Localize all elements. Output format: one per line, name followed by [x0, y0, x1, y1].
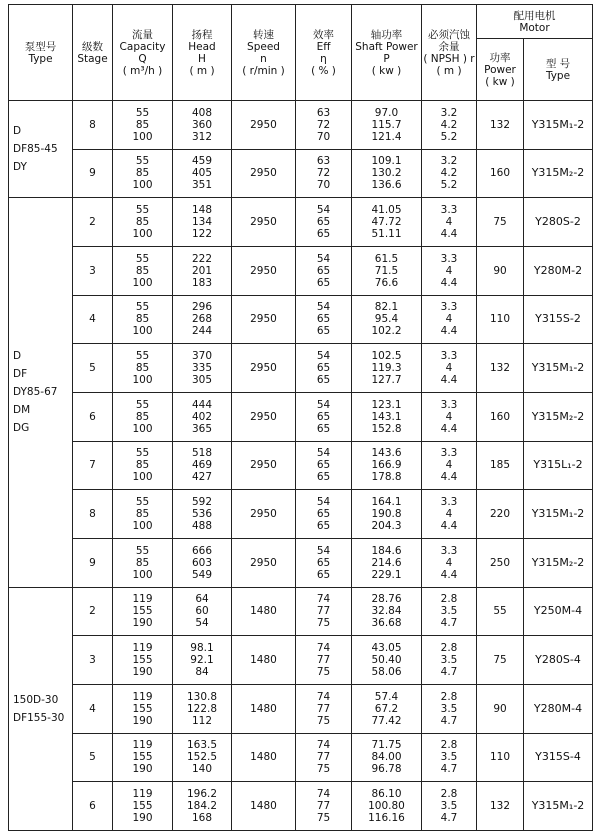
eff-cell: 74 77 75: [296, 684, 352, 733]
head-cell: 459 405 351: [173, 149, 232, 198]
capacity-cell: 55 85 100: [113, 490, 173, 539]
eff-cell: 74 77 75: [296, 587, 352, 636]
speed-cell: 2950: [232, 101, 296, 150]
head-cell: 666 603 549: [173, 538, 232, 587]
head-cell: 518 469 427: [173, 441, 232, 490]
table-row: [9, 441, 593, 490]
capacity-cell: 55 85 100: [113, 198, 173, 247]
eff-cell: 54 65 65: [296, 490, 352, 539]
eff-cell: 54 65 65: [296, 198, 352, 247]
motor-power-cell: 55: [477, 587, 524, 636]
capacity-cell: 119 155 190: [113, 733, 173, 782]
head-cell: 444 402 365: [173, 392, 232, 441]
motor-type-cell: Y280S-4: [524, 636, 593, 685]
eff-cell: 54 65 65: [296, 246, 352, 295]
speed-cell: 2950: [232, 490, 296, 539]
head-cell: 64 60 54: [173, 587, 232, 636]
head-cell: 370 335 305: [173, 344, 232, 393]
stage-cell: 9: [73, 538, 113, 587]
npsh-cell: 2.8 3.5 4.7: [422, 636, 477, 685]
capacity-cell: 119 155 190: [113, 587, 173, 636]
shaft-power-cell: 184.6 214.6 229.1: [352, 538, 422, 587]
header-type: 泵型号 Type: [9, 5, 73, 101]
speed-cell: 1480: [232, 684, 296, 733]
table-row: [9, 246, 593, 295]
pump-type-cell: D DF85-45 DY: [9, 101, 73, 198]
head-cell: 98.1 92.1 84: [173, 636, 232, 685]
speed-cell: 2950: [232, 149, 296, 198]
shaft-power-cell: 164.1 190.8 204.3: [352, 490, 422, 539]
capacity-cell: 55 85 100: [113, 441, 173, 490]
speed-cell: 1480: [232, 636, 296, 685]
motor-power-cell: 160: [477, 392, 524, 441]
speed-cell: 2950: [232, 441, 296, 490]
motor-power-cell: 110: [477, 295, 524, 344]
table-row: [9, 392, 593, 441]
capacity-cell: 55 85 100: [113, 538, 173, 587]
table-row: [9, 636, 593, 685]
motor-power-cell: 132: [477, 344, 524, 393]
speed-cell: 2950: [232, 344, 296, 393]
table-row: [9, 782, 593, 831]
npsh-cell: 2.8 3.5 4.7: [422, 782, 477, 831]
motor-type-cell: Y315S-4: [524, 733, 593, 782]
motor-power-cell: 132: [477, 101, 524, 150]
eff-cell: 74 77 75: [296, 782, 352, 831]
motor-type-cell: Y315L₁-2: [524, 441, 593, 490]
capacity-cell: 55 85 100: [113, 344, 173, 393]
head-cell: 296 268 244: [173, 295, 232, 344]
stage-cell: 4: [73, 295, 113, 344]
eff-cell: 74 77 75: [296, 636, 352, 685]
shaft-power-cell: 41.05 47.72 51.11: [352, 198, 422, 247]
npsh-cell: 3.2 4.2 5.2: [422, 101, 477, 150]
table-row: [9, 538, 593, 587]
npsh-cell: 3.2 4.2 5.2: [422, 149, 477, 198]
table-row: [9, 490, 593, 539]
table-row: [9, 101, 593, 150]
header-motor: 配用电机 Motor: [477, 5, 593, 39]
header-stage: 级数 Stage: [73, 5, 113, 101]
speed-cell: 2950: [232, 198, 296, 247]
speed-cell: 2950: [232, 246, 296, 295]
npsh-cell: 3.3 4 4.4: [422, 392, 477, 441]
header-shaft-power: 轴功率 Shaft Power P ( kw ): [352, 5, 422, 101]
pump-type-cell: D DF DY85-67 DM DG: [9, 198, 73, 587]
head-cell: 148 134 122: [173, 198, 232, 247]
header-speed: 转速 Speed n ( r/min ): [232, 5, 296, 101]
table-row: [9, 733, 593, 782]
motor-power-cell: 75: [477, 636, 524, 685]
stage-cell: 6: [73, 782, 113, 831]
stage-cell: 9: [73, 149, 113, 198]
stage-cell: 2: [73, 198, 113, 247]
eff-cell: 54 65 65: [296, 344, 352, 393]
eff-cell: 63 72 70: [296, 101, 352, 150]
stage-cell: 5: [73, 733, 113, 782]
speed-cell: 2950: [232, 295, 296, 344]
motor-power-cell: 132: [477, 782, 524, 831]
shaft-power-cell: 61.5 71.5 76.6: [352, 246, 422, 295]
capacity-cell: 55 85 100: [113, 392, 173, 441]
capacity-cell: 55 85 100: [113, 246, 173, 295]
motor-power-cell: 220: [477, 490, 524, 539]
motor-type-cell: Y315M₂-2: [524, 392, 593, 441]
eff-cell: 54 65 65: [296, 295, 352, 344]
capacity-cell: 55 85 100: [113, 149, 173, 198]
motor-type-cell: Y315S-2: [524, 295, 593, 344]
shaft-power-cell: 97.0 115.7 121.4: [352, 101, 422, 150]
capacity-cell: 119 155 190: [113, 636, 173, 685]
shaft-power-cell: 102.5 119.3 127.7: [352, 344, 422, 393]
motor-power-cell: 250: [477, 538, 524, 587]
npsh-cell: 3.3 4 4.4: [422, 441, 477, 490]
header-eff: 效率 Eff η ( % ): [296, 5, 352, 101]
shaft-power-cell: 123.1 143.1 152.8: [352, 392, 422, 441]
table-row: [9, 198, 593, 247]
npsh-cell: 3.3 4 4.4: [422, 490, 477, 539]
motor-power-cell: 90: [477, 684, 524, 733]
capacity-cell: 119 155 190: [113, 782, 173, 831]
motor-type-cell: Y315M₁-2: [524, 490, 593, 539]
motor-type-cell: Y315M₂-2: [524, 149, 593, 198]
motor-power-cell: 160: [477, 149, 524, 198]
header-motor-type: 型 号 Type: [524, 39, 593, 101]
shaft-power-cell: 86.10 100.80 116.16: [352, 782, 422, 831]
motor-type-cell: Y280S-2: [524, 198, 593, 247]
head-cell: 592 536 488: [173, 490, 232, 539]
header-head: 扬程 Head H ( m ): [173, 5, 232, 101]
table-row: [9, 149, 593, 198]
motor-power-cell: 90: [477, 246, 524, 295]
npsh-cell: 2.8 3.5 4.7: [422, 684, 477, 733]
stage-cell: 3: [73, 246, 113, 295]
motor-type-cell: Y280M-2: [524, 246, 593, 295]
shaft-power-cell: 57.4 67.2 77.42: [352, 684, 422, 733]
npsh-cell: 3.3 4 4.4: [422, 538, 477, 587]
shaft-power-cell: 109.1 130.2 136.6: [352, 149, 422, 198]
motor-power-cell: 185: [477, 441, 524, 490]
eff-cell: 74 77 75: [296, 733, 352, 782]
shaft-power-cell: 143.6 166.9 178.8: [352, 441, 422, 490]
pump-spec-table: [8, 4, 593, 831]
npsh-cell: 3.3 4 4.4: [422, 344, 477, 393]
stage-cell: 8: [73, 490, 113, 539]
npsh-cell: 3.3 4 4.4: [422, 246, 477, 295]
motor-power-cell: 75: [477, 198, 524, 247]
stage-cell: 8: [73, 101, 113, 150]
eff-cell: 54 65 65: [296, 538, 352, 587]
pump-type-cell: 150D-30 DF155-30: [9, 587, 73, 830]
speed-cell: 1480: [232, 782, 296, 831]
table-row: [9, 587, 593, 636]
speed-cell: 2950: [232, 392, 296, 441]
stage-cell: 5: [73, 344, 113, 393]
header-capacity: 流量 Capacity Q ( m³/h ): [113, 5, 173, 101]
speed-cell: 1480: [232, 587, 296, 636]
shaft-power-cell: 82.1 95.4 102.2: [352, 295, 422, 344]
head-cell: 130.8 122.8 112: [173, 684, 232, 733]
eff-cell: 63 72 70: [296, 149, 352, 198]
capacity-cell: 55 85 100: [113, 101, 173, 150]
shaft-power-cell: 43.05 50.40 58.06: [352, 636, 422, 685]
head-cell: 408 360 312: [173, 101, 232, 150]
motor-type-cell: Y315M₁-2: [524, 344, 593, 393]
motor-type-cell: Y315M₂-2: [524, 538, 593, 587]
head-cell: 163.5 152.5 140: [173, 733, 232, 782]
npsh-cell: 2.8 3.5 4.7: [422, 733, 477, 782]
head-cell: 196.2 184.2 168: [173, 782, 232, 831]
header-motor-power: 功率 Power ( kw ): [477, 39, 524, 101]
shaft-power-cell: 28.76 32.84 36.68: [352, 587, 422, 636]
head-cell: 222 201 183: [173, 246, 232, 295]
capacity-cell: 55 85 100: [113, 295, 173, 344]
stage-cell: 4: [73, 684, 113, 733]
table-row: [9, 344, 593, 393]
motor-type-cell: Y250M-4: [524, 587, 593, 636]
stage-cell: 2: [73, 587, 113, 636]
shaft-power-cell: 71.75 84.00 96.78: [352, 733, 422, 782]
table-row: [9, 684, 593, 733]
npsh-cell: 3.3 4 4.4: [422, 198, 477, 247]
speed-cell: 1480: [232, 733, 296, 782]
eff-cell: 54 65 65: [296, 441, 352, 490]
motor-power-cell: 110: [477, 733, 524, 782]
motor-type-cell: Y315M₁-2: [524, 101, 593, 150]
table-body: [9, 101, 593, 831]
npsh-cell: 3.3 4 4.4: [422, 295, 477, 344]
motor-type-cell: Y280M-4: [524, 684, 593, 733]
header-npsh: 必须汽蚀 余量 ( NPSH ) r ( m ): [422, 5, 477, 101]
motor-type-cell: Y315M₁-2: [524, 782, 593, 831]
npsh-cell: 2.8 3.5 4.7: [422, 587, 477, 636]
eff-cell: 54 65 65: [296, 392, 352, 441]
capacity-cell: 119 155 190: [113, 684, 173, 733]
stage-cell: 7: [73, 441, 113, 490]
speed-cell: 2950: [232, 538, 296, 587]
table-row: [9, 295, 593, 344]
stage-cell: 3: [73, 636, 113, 685]
stage-cell: 6: [73, 392, 113, 441]
